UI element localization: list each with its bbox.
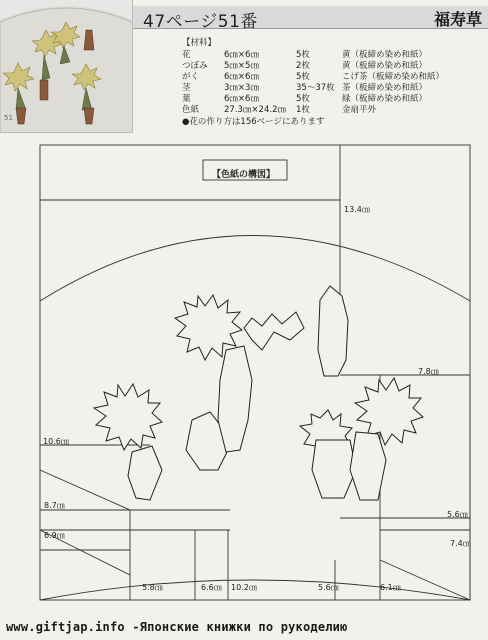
instructions-note: ●花の作り方は156ページにあります: [182, 117, 325, 127]
material-qty: 5枚: [296, 50, 310, 60]
dimension-label: 6.9㎝: [44, 531, 65, 540]
page-title: 47ページ51番: [143, 12, 258, 32]
dimension-label: 10.2㎝: [231, 583, 257, 592]
material-note: 黄（板締め染め和紙）: [342, 50, 428, 60]
material-qty: 5枚: [296, 72, 310, 82]
dimension-label: 13.4㎝: [344, 205, 370, 214]
material-part: がく: [182, 72, 200, 82]
material-qty: 5枚: [296, 94, 310, 104]
dimension-label: 7.4㎝: [450, 539, 471, 548]
material-size: 27.3㎝×24.2㎝: [224, 105, 286, 115]
dimension-label: 5.8㎝: [142, 583, 163, 592]
material-qty: 1枚: [296, 105, 310, 115]
dimension-label: 8.7㎝: [44, 501, 65, 510]
material-note: 黄（板締め染め和紙）: [342, 61, 428, 71]
material-note: 金扇平外: [342, 105, 377, 115]
material-qty: 35～37枚: [296, 83, 335, 93]
dimension-label: 10.6㎝: [43, 437, 69, 446]
dimension-label: 7.8㎝: [418, 367, 439, 376]
material-size: 6㎝×6㎝: [224, 72, 259, 82]
material-size: 3㎝×3㎝: [224, 83, 259, 93]
materials-heading: 【材料】: [182, 38, 217, 48]
material-note: こげ茶（板締め染め和紙）: [342, 72, 445, 82]
dimension-label: 5.6㎝: [318, 583, 339, 592]
material-part: 色紙: [182, 105, 200, 115]
dimension-label: 5.6㎝: [447, 510, 468, 519]
dimension-label: 6.1㎝: [380, 583, 401, 592]
material-size: 5㎝×5㎝: [224, 61, 259, 71]
flower-name: 福寿草: [433, 10, 482, 29]
diagram-title: 【色紙の構図】: [212, 170, 276, 180]
material-part: 葉: [182, 94, 191, 104]
material-part: 花: [182, 50, 191, 60]
material-size: 6㎝×6㎝: [224, 50, 259, 60]
material-note: 緑（板締め染め和紙）: [342, 94, 428, 104]
material-size: 6㎝×6㎝: [224, 94, 259, 104]
material-part: 茎: [182, 83, 191, 93]
footer-url[interactable]: www.giftjap.info -Японские книжки по рукоделию: [6, 620, 348, 634]
material-note: 茶（板締め染め和紙）: [342, 83, 428, 93]
material-part: つぼみ: [182, 61, 208, 71]
page-marker: 51: [4, 114, 13, 122]
material-qty: 2枚: [296, 61, 310, 71]
dimension-label: 6.6㎝: [201, 583, 222, 592]
